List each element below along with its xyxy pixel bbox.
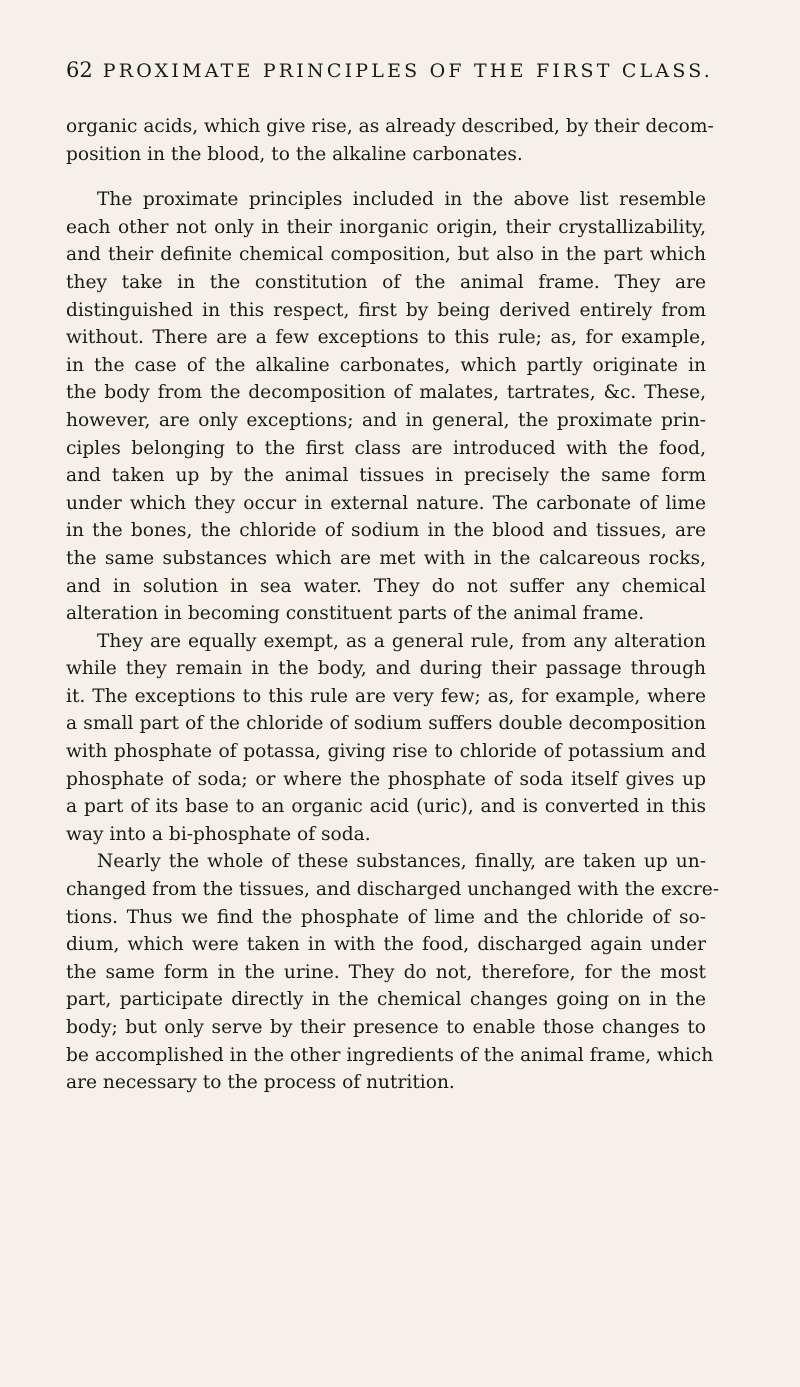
text-line: however, are only exceptions; and in general, the proximate prin- bbox=[66, 409, 706, 431]
text-line: without. There are a few exceptions to this rule; as, for example, bbox=[66, 327, 706, 349]
text-line: The proximate principles included in the above list resemble bbox=[97, 189, 706, 211]
text-line: be accomplished in the other ingredients of the animal frame, which bbox=[66, 1044, 714, 1066]
text-line: each other not only in their inorganic origin, their crystallizability, bbox=[66, 216, 706, 238]
text-line: in the case of the alkaline carbonates, which partly originate in bbox=[66, 354, 706, 376]
running-title: PROXIMATE PRINCIPLES OF THE FIRST CLASS. bbox=[102, 60, 714, 82]
text-line: under which they occur in external nature. The carbonate of lime bbox=[66, 492, 706, 514]
text-line: body; but only serve by their presence to enable those changes to bbox=[66, 1017, 706, 1038]
text-line: it. The exceptions to this rule are very few; as, for example, where bbox=[66, 685, 706, 707]
text-line: phosphate of soda; or where the phosphate of soda itself gives up bbox=[66, 768, 706, 790]
text-line: changed from the tissues, and discharged unchanged with the excre- bbox=[66, 879, 720, 901]
text-line: and their definite chemical composition, but also in the part which bbox=[66, 244, 706, 266]
body-text bbox=[66, 113, 720, 1097]
text-line: are necessary to the process of nutrition. bbox=[66, 1072, 455, 1094]
text-line: in the bones, the chloride of sodium in the blood and tissues, are bbox=[66, 520, 706, 542]
paragraph-3 bbox=[66, 628, 706, 849]
text-line: organic acids, which give rise, as already described, by their decom- bbox=[66, 116, 714, 137]
text-line: a small part of the chloride of sodium suffers double decomposition bbox=[66, 713, 706, 735]
text-line: position in the blood, to the alkaline carbonates. bbox=[66, 143, 523, 165]
text-line: Nearly the whole of these substances, finally, are taken up un- bbox=[97, 851, 706, 873]
running-header bbox=[66, 58, 714, 82]
text-line: part, participate directly in the chemical changes going on in the bbox=[66, 989, 706, 1011]
text-line: with phosphate of potassa, giving rise to chloride of potassium and bbox=[66, 741, 706, 763]
text-line: dium, which were taken in with the food, discharged again under bbox=[66, 934, 706, 956]
text-line: distinguished in this respect, first by being derived entirely from bbox=[66, 299, 706, 321]
text-line: ciples belonging to the first class are introduced with the food, bbox=[66, 437, 706, 459]
text-line: alteration in becoming constituent parts of the animal frame. bbox=[66, 603, 645, 625]
text-line: the same form in the urine. They do not, therefore, for the most bbox=[66, 961, 706, 983]
text-line: They are equally exempt, as a general rule, from any alteration bbox=[97, 630, 706, 652]
paragraph-2 bbox=[66, 186, 706, 628]
text-line: way into a bi-phosphate of soda. bbox=[66, 823, 371, 845]
text-line: the same substances which are met with in the calcareous rocks, bbox=[66, 547, 706, 569]
paragraph-1 bbox=[66, 113, 714, 168]
text-line: a part of its base to an organic acid (uric), and is converted in this bbox=[66, 796, 706, 818]
text-line: they take in the constitution of the animal frame. They are bbox=[66, 271, 706, 293]
page-number: 62 bbox=[66, 58, 93, 82]
text-line: tions. Thus we find the phosphate of lime and the chloride of so- bbox=[66, 906, 706, 928]
paragraph-4 bbox=[66, 848, 720, 1096]
text-line: while they remain in the body, and during their passage through bbox=[66, 658, 706, 680]
text-line: the body from the decomposition of malates, tartrates, &c. These, bbox=[66, 382, 706, 404]
text-line: and taken up by the animal tissues in precisely the same form bbox=[66, 465, 706, 487]
text-line: and in solution in sea water. They do not suffer any chemical bbox=[66, 575, 706, 597]
